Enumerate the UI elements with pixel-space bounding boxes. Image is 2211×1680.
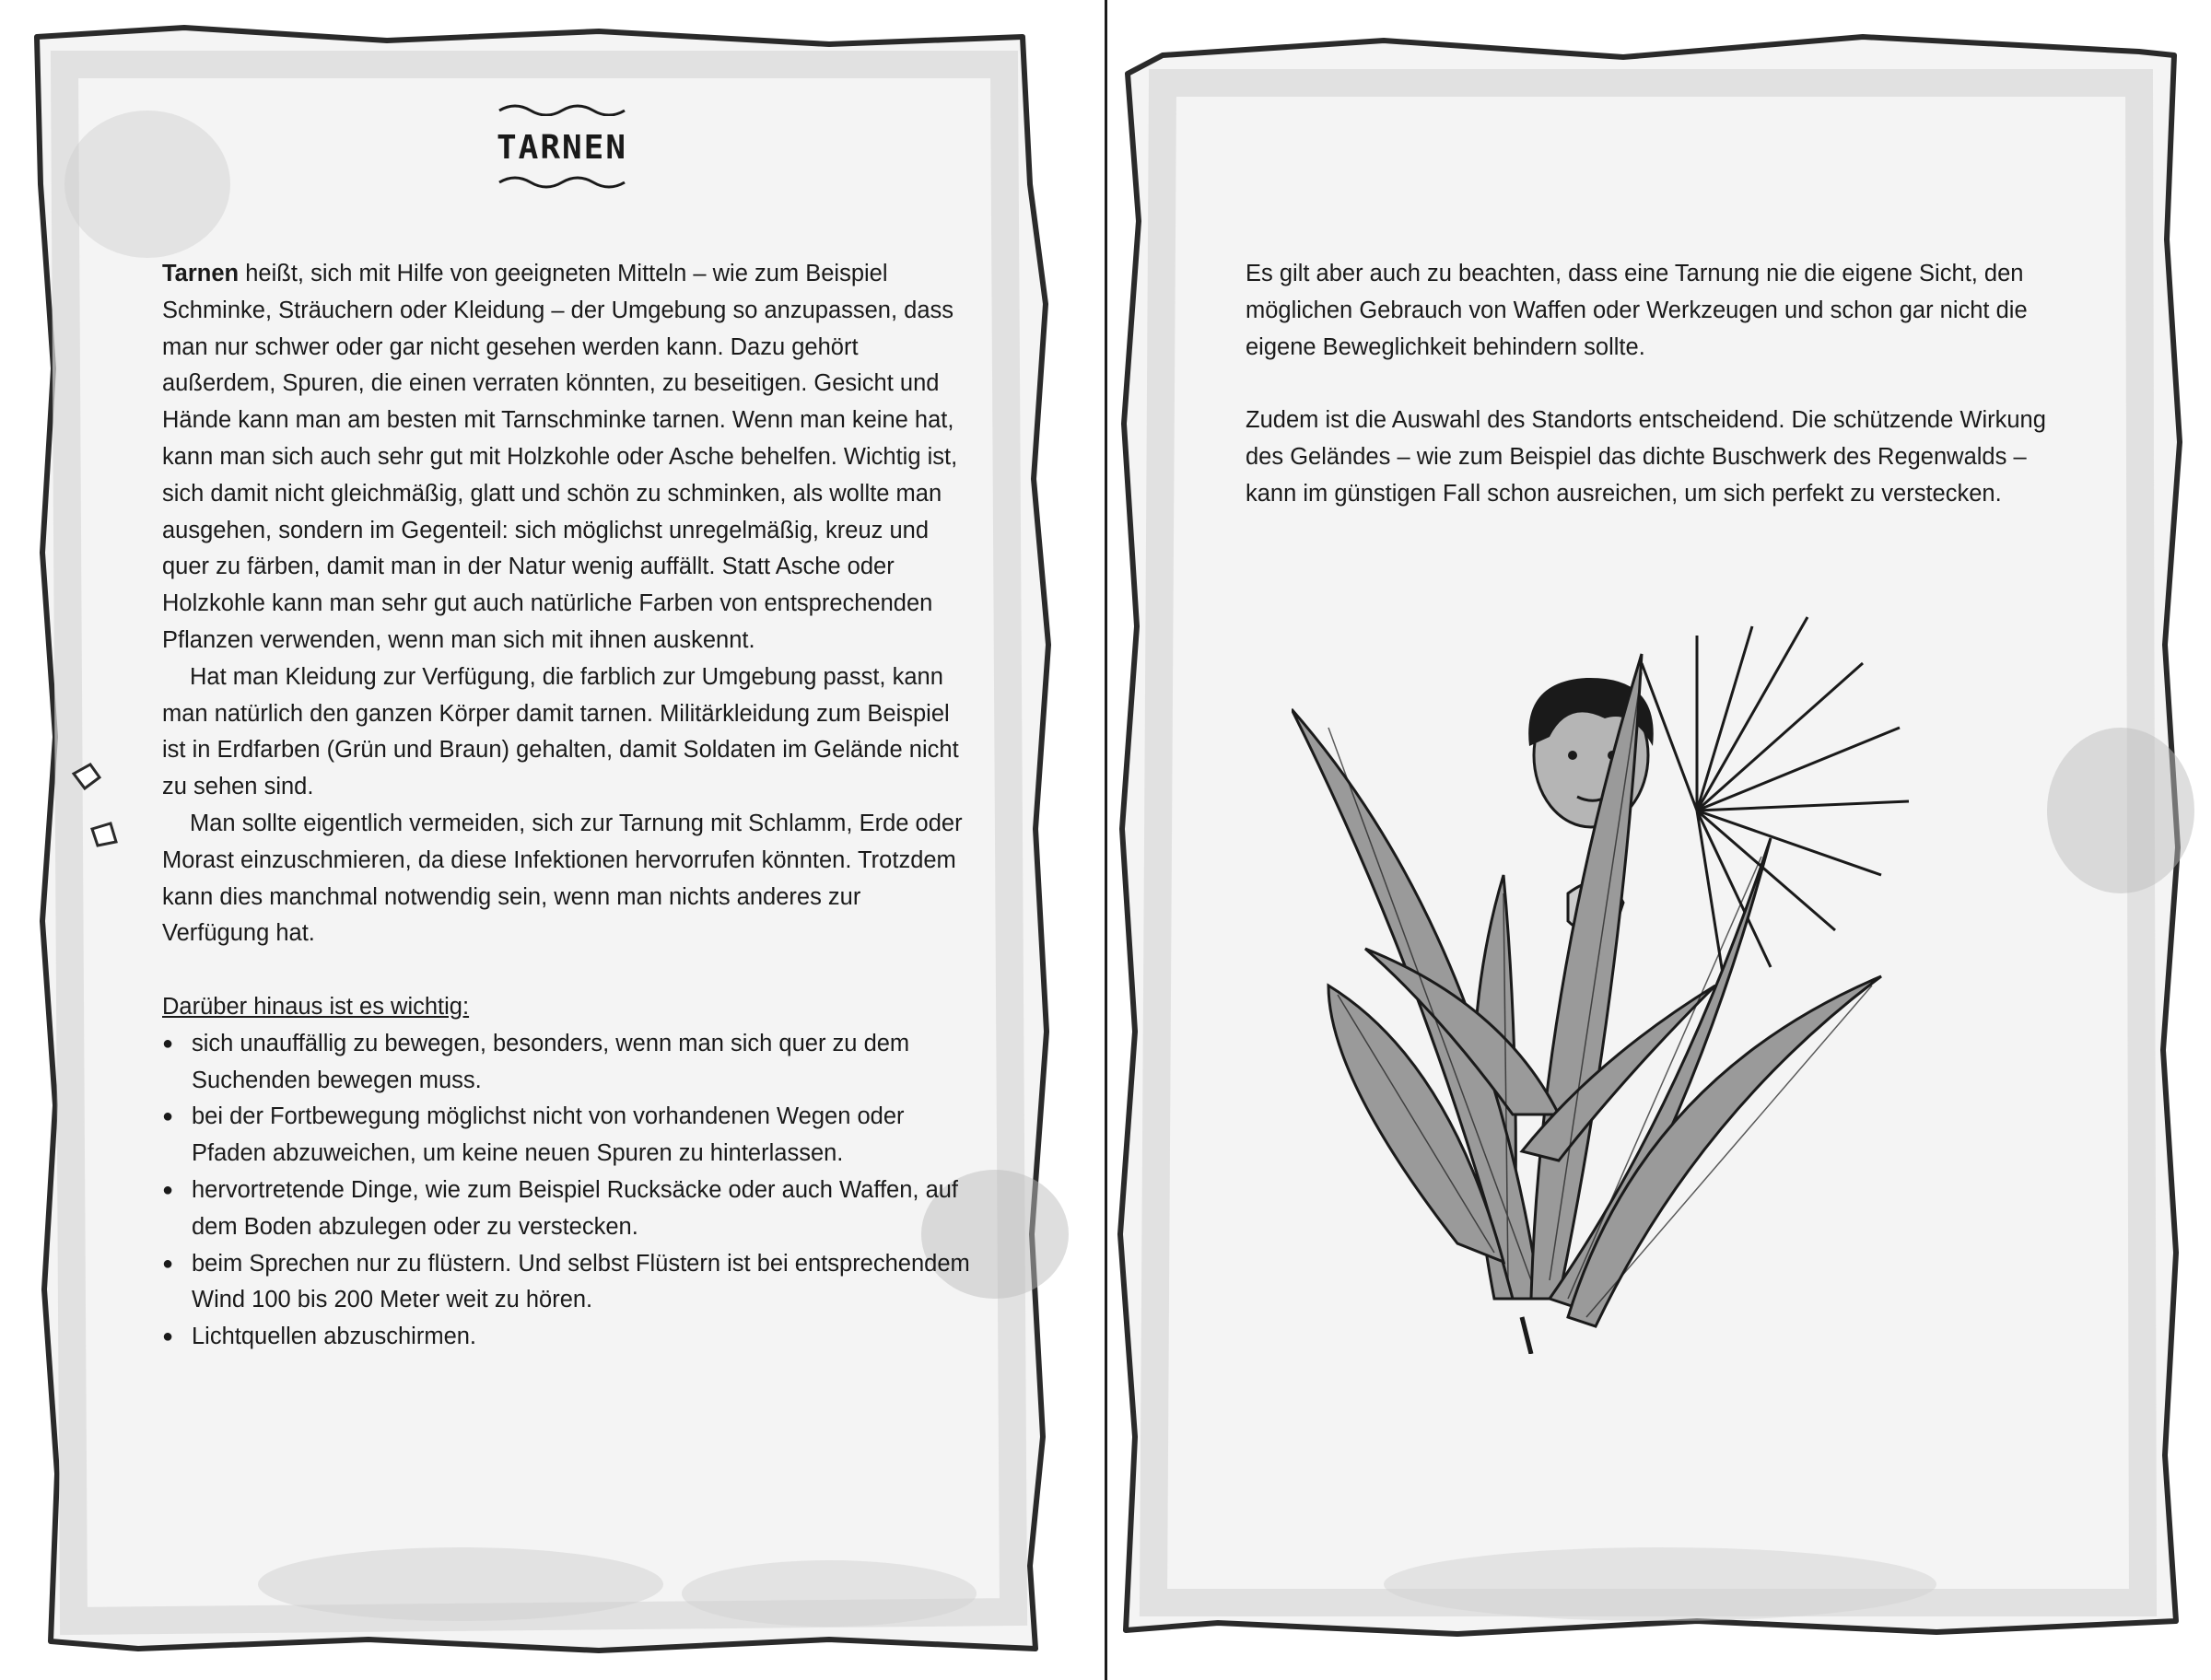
person-hiding-in-plants-illustration (1292, 599, 1973, 1354)
paragraph-mud: Man sollte eigentlich vermeiden, sich zur Tarnung mit Schlamm, Erde oder Morast einzuschmieren, da diese Infektionen hervorrufen könnten. Trotzdem kann dies manchmal notwendig sein, wenn man nichts anderes zur Verfügung hat. (162, 810, 963, 947)
left-body-text (162, 256, 973, 1356)
wave-ornament-bottom (497, 175, 626, 190)
right-page (1107, 0, 2211, 1680)
tips-list (162, 1026, 973, 1356)
list-item: ● sich unauffällig zu bewegen, besonders, wenn man sich quer zu dem Suchenden bewegen muss. (162, 1026, 973, 1100)
paragraph-visibility: Es gilt aber auch zu beachten, dass eine Tarnung nie die eigene Sicht, den möglichen Gebrauch von Waffen oder Werkzeugen und schon gar nicht die eigene Beweglichkeit behindern sollte. (1246, 261, 2028, 360)
list-heading: Darüber hinaus ist es wichtig: (162, 993, 470, 1020)
intro-term: Tarnen (162, 261, 240, 286)
list-item: ● hervortretende Dinge, wie zum Beispiel Rucksäcke oder auch Waffen, auf dem Boden abzulegen oder zu verstecken. (162, 1172, 973, 1246)
wave-ornament-top (497, 101, 626, 116)
intro-text: heißt, sich mit Hilfe von geeigneten Mitteln – wie zum Beispiel Schminke, Sträuchern oder Kleidung – der Umgebung so anzupassen, dass man nur schwer oder gar nicht gesehen werden kann. Dazu gehört außerdem, Spuren, die einen verraten könnten, zu beseitigen. Gesicht und Hände kann man am besten mit Tarnschminke tarnen. Wenn man keine hat, kann man sich auch sehr gut mit Holzkohle oder Asche behelfen. Wichtig ist, sich damit nicht gleichmäßig, glatt und schön zu schminken, als wollte man ausgehen, sondern im Gegenteil: sich möglichst unregelmäßig, kreuz und quer zu färben, damit man in der Natur wenig auffällt. Statt Asche oder Holzkohle kann man sehr gut auch natürliche Farben von entsprechenden Pflanzen verwenden, wenn man sich mit ihnen auskennt. (162, 261, 958, 653)
list-item: ● bei der Fortbewegung möglichst nicht von vorhandenen Wegen oder Pfaden abzuweichen, um keine neuen Spuren zu hinterlassen. (162, 1099, 973, 1172)
plant-stem (1522, 1317, 1531, 1354)
intro-paragraph (162, 256, 973, 659)
list-item: ● Lichtquellen abzuschirmen. (162, 1319, 973, 1356)
right-body-text (1246, 256, 2056, 513)
palm-frond (1642, 617, 1909, 986)
paragraph-clothing: Hat man Kleidung zur Verfügung, die farblich zur Umgebung passt, kann man natürlich den ganzen Körper damit tarnen. Militärkleidung zum Beispiel ist in Erdfarben (Grün und Braun) gehalten, damit Soldaten im Gelände nicht zu sehen sind. (162, 663, 959, 800)
title-block (479, 101, 645, 193)
left-page (0, 0, 1105, 1680)
paragraph-location: Zudem ist die Auswahl des Standorts entscheidend. Die schützende Wirkung des Geländes – wie zum Beispiel das dichte Buschwerk des Regenwalds – kann im günstigen Fall schon ausreichen, um sich perfekt zu verstecken. (1246, 407, 2046, 507)
list-item: ● beim Sprechen nur zu flüstern. Und selbst Flüstern ist bei entsprechendem Wind 100 bis 200 Meter weit zu hören. (162, 1246, 973, 1320)
page-title: TARNEN (496, 129, 628, 167)
